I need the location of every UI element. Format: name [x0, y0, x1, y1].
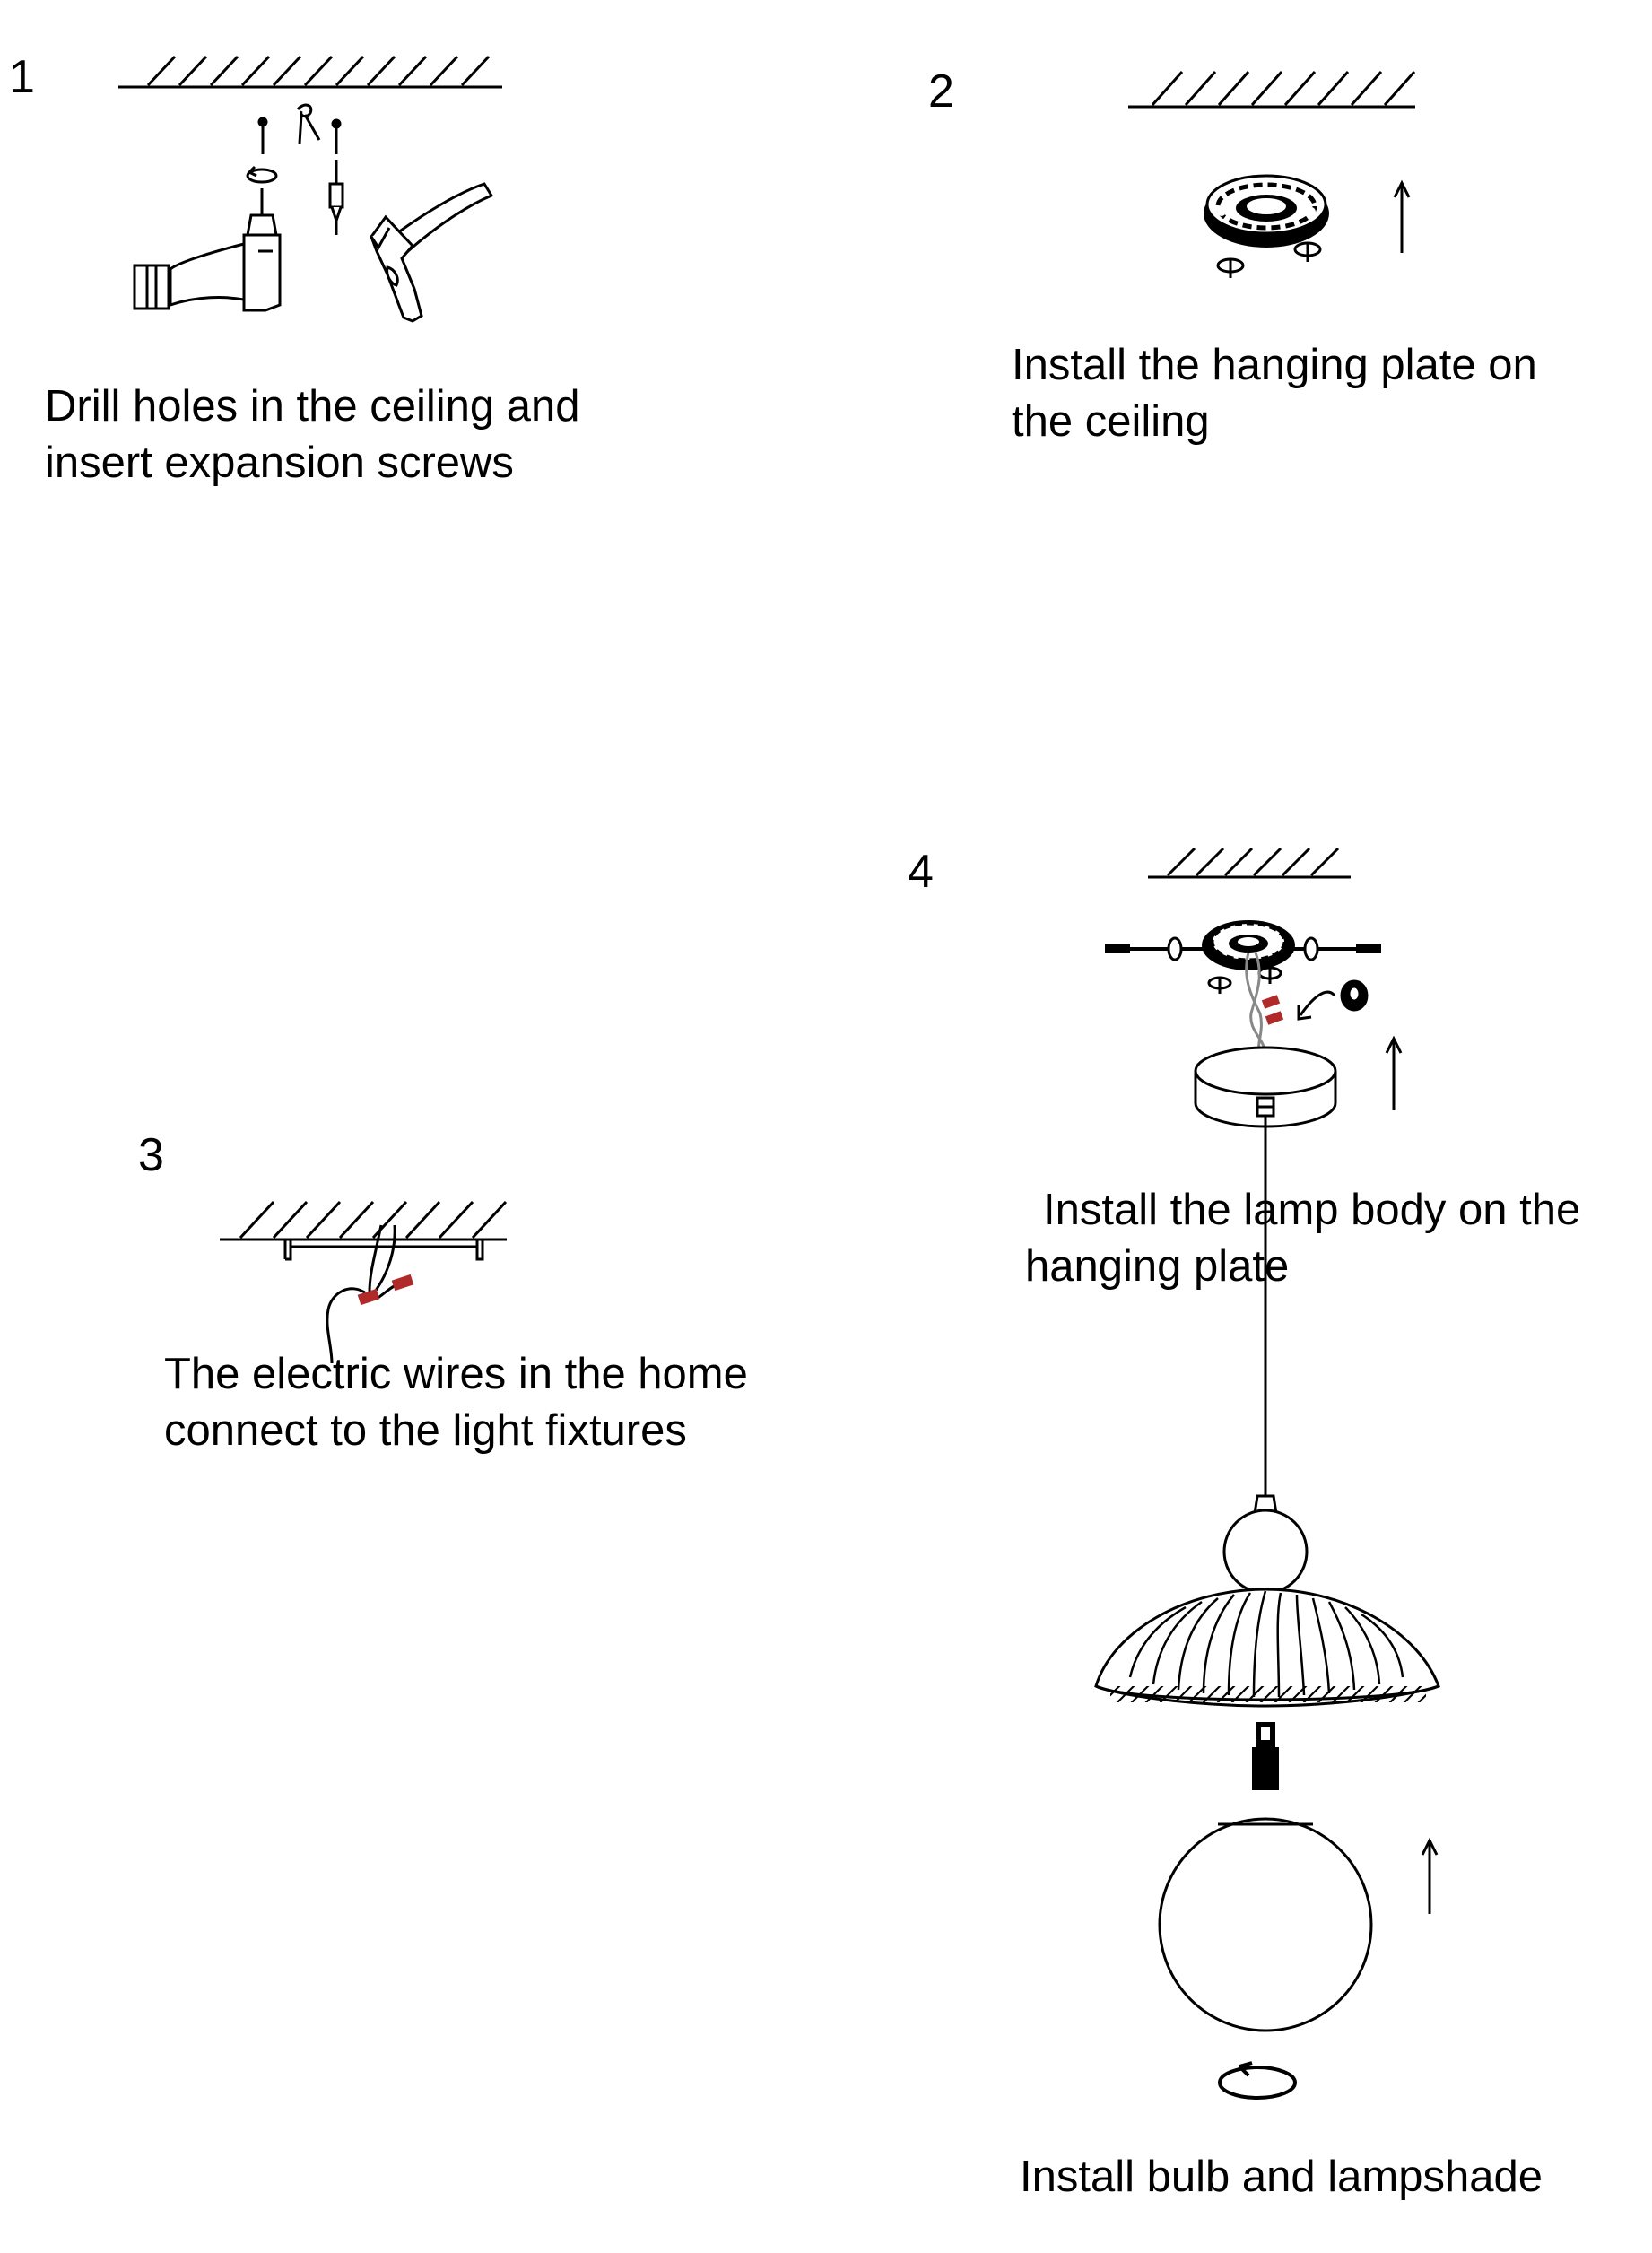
caption-line: The electric wires in the home — [164, 1350, 748, 1398]
hanging-plate-icon — [1204, 176, 1329, 248]
screw-icon — [1218, 243, 1320, 278]
step-2-illustration — [1128, 72, 1415, 278]
canopy-icon — [1196, 1048, 1335, 1126]
ceiling-hatch-icon — [118, 57, 502, 87]
step-4-number: 4 — [908, 846, 934, 898]
electric-drill-icon — [135, 188, 280, 310]
mounting-bracket-icon — [285, 1240, 483, 1259]
step-4-illustration — [1096, 848, 1439, 2098]
bulb-socket-icon — [1252, 1722, 1279, 1790]
wire-connector-icon — [358, 1274, 414, 1305]
ceiling-hatch-icon — [1148, 848, 1351, 877]
screw-icon — [259, 105, 340, 154]
step-3-number: 3 — [138, 1129, 164, 1181]
step-1-number: 1 — [9, 51, 35, 103]
caption-line: insert expansion screws — [45, 439, 514, 487]
screw-icon — [1209, 968, 1281, 994]
ceiling-hatch-icon — [220, 1202, 507, 1240]
hammer-icon — [371, 184, 491, 321]
ceiling-hatch-icon — [1128, 72, 1415, 107]
caption-line: Drill holes in the ceiling and — [45, 382, 580, 431]
caption-line: hanging plate — [1025, 1242, 1290, 1291]
up-arrow-icon — [1387, 1039, 1401, 1110]
step-1-illustration — [118, 57, 502, 321]
final-caption: Install bulb and lampshade — [1020, 2153, 1543, 2201]
step-4-caption — [1025, 1182, 1580, 1295]
caption-line: connect to the light fixtures — [164, 1406, 687, 1455]
wire-connector-icon — [1262, 995, 1283, 1025]
rotation-arrow-icon — [1220, 2063, 1295, 2098]
caption-line: Install the hanging plate on — [1012, 341, 1537, 389]
caption-line: Install the lamp body on the — [1043, 1186, 1581, 1234]
hanging-plate-icon — [1105, 920, 1381, 970]
up-arrow-icon — [1395, 183, 1409, 253]
glass-globe-icon — [1160, 1819, 1371, 2031]
step-3-illustration — [220, 1202, 507, 1363]
caption-line: the ceiling — [1012, 397, 1210, 446]
up-arrow-icon — [1422, 1840, 1437, 1914]
step-3-caption — [164, 1346, 748, 1459]
curved-arrow-icon — [1299, 981, 1367, 1019]
rotation-arrow-icon — [248, 167, 276, 182]
lampshade-icon — [1096, 1496, 1439, 1706]
step-2-number: 2 — [928, 65, 954, 117]
expansion-anchor-icon — [330, 160, 343, 235]
step-1-caption — [45, 378, 580, 491]
step-2-caption — [1012, 337, 1537, 450]
